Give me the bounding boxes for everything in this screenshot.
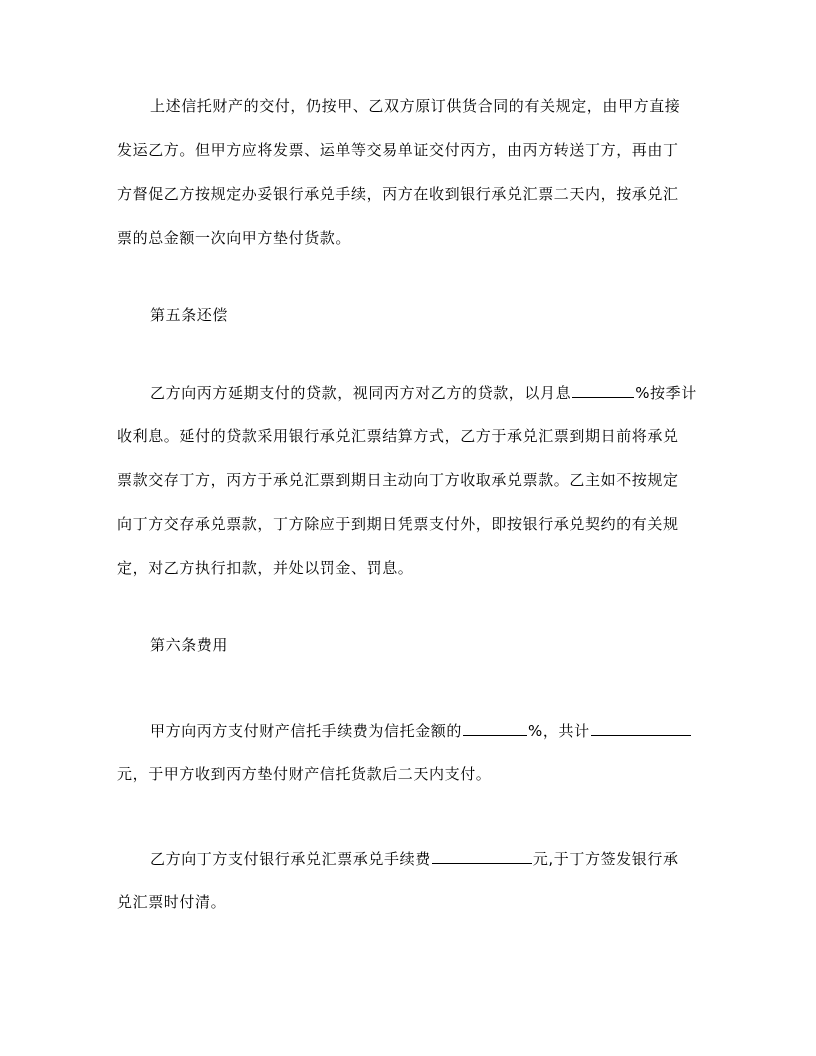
paragraph-fee-line-2: 元，于甲方收到丙方垫付财产信托货款后二天内支付。 (117, 765, 492, 783)
paragraph-repayment-line-2: 收利息。延付的贷款采用银行承兑汇票结算方式，乙方于承兑汇票到期日前将承兑 (117, 427, 679, 445)
repayment-text-a: 乙方向丙方延期支付的贷款，视同丙方对乙方的贷款，以月息 (150, 384, 572, 402)
article-5-heading: 第五条还偿 (150, 306, 229, 324)
paragraph-repayment-line-1 (150, 382, 697, 403)
paragraph-delivery-line-4: 票的总金额一次向甲方垫付货款。 (117, 229, 352, 247)
repayment-text-b: %按季计 (635, 384, 697, 402)
acceptance-fee-text-a: 乙方向丁方支付银行承兑汇票承兑手续费 (150, 850, 431, 868)
paragraph-acceptance-fee-line-2: 兑汇票时付清。 (117, 893, 227, 911)
paragraph-delivery-line-1: 上述信托财产的交付，仍按甲、乙双方原订供货合同的有关规定，由甲方直接 (150, 97, 681, 115)
paragraph-repayment-line-5: 定，对乙方执行扣款，并处以罚金、罚息。 (117, 559, 414, 577)
fee-text-a: 甲方向丙方支付财产信托手续费为信托金额的 (150, 722, 463, 740)
paragraph-repayment-line-4: 向丁方交存承兑票款，丁方除应于到期日凭票支付外，即按银行承兑契约的有关规 (117, 515, 679, 533)
paragraph-delivery-line-2: 发运乙方。但甲方应将发票、运单等交易单证交付丙方，由丙方转送丁方，再由丁 (117, 141, 679, 159)
paragraph-fee-line-1 (150, 720, 692, 741)
paragraph-acceptance-fee-line-1 (150, 848, 679, 869)
acceptance-fee-blank (432, 848, 532, 864)
monthly-interest-blank (572, 382, 634, 398)
article-6-heading: 第六条费用 (150, 636, 229, 654)
acceptance-fee-text-b: 元,于丁方签发银行承 (532, 850, 679, 868)
fee-text-b: %，共计 (528, 722, 590, 740)
fee-total-blank (591, 720, 691, 736)
paragraph-repayment-line-3: 票款交存丁方，丙方于承兑汇票到期日主动向丁方收取承兑票款。乙主如不按规定 (117, 471, 679, 489)
paragraph-delivery-line-3: 方督促乙方按规定办妥银行承兑手续，丙方在收到银行承兑汇票二天内，按承兑汇 (117, 185, 679, 203)
fee-rate-blank (463, 720, 527, 736)
